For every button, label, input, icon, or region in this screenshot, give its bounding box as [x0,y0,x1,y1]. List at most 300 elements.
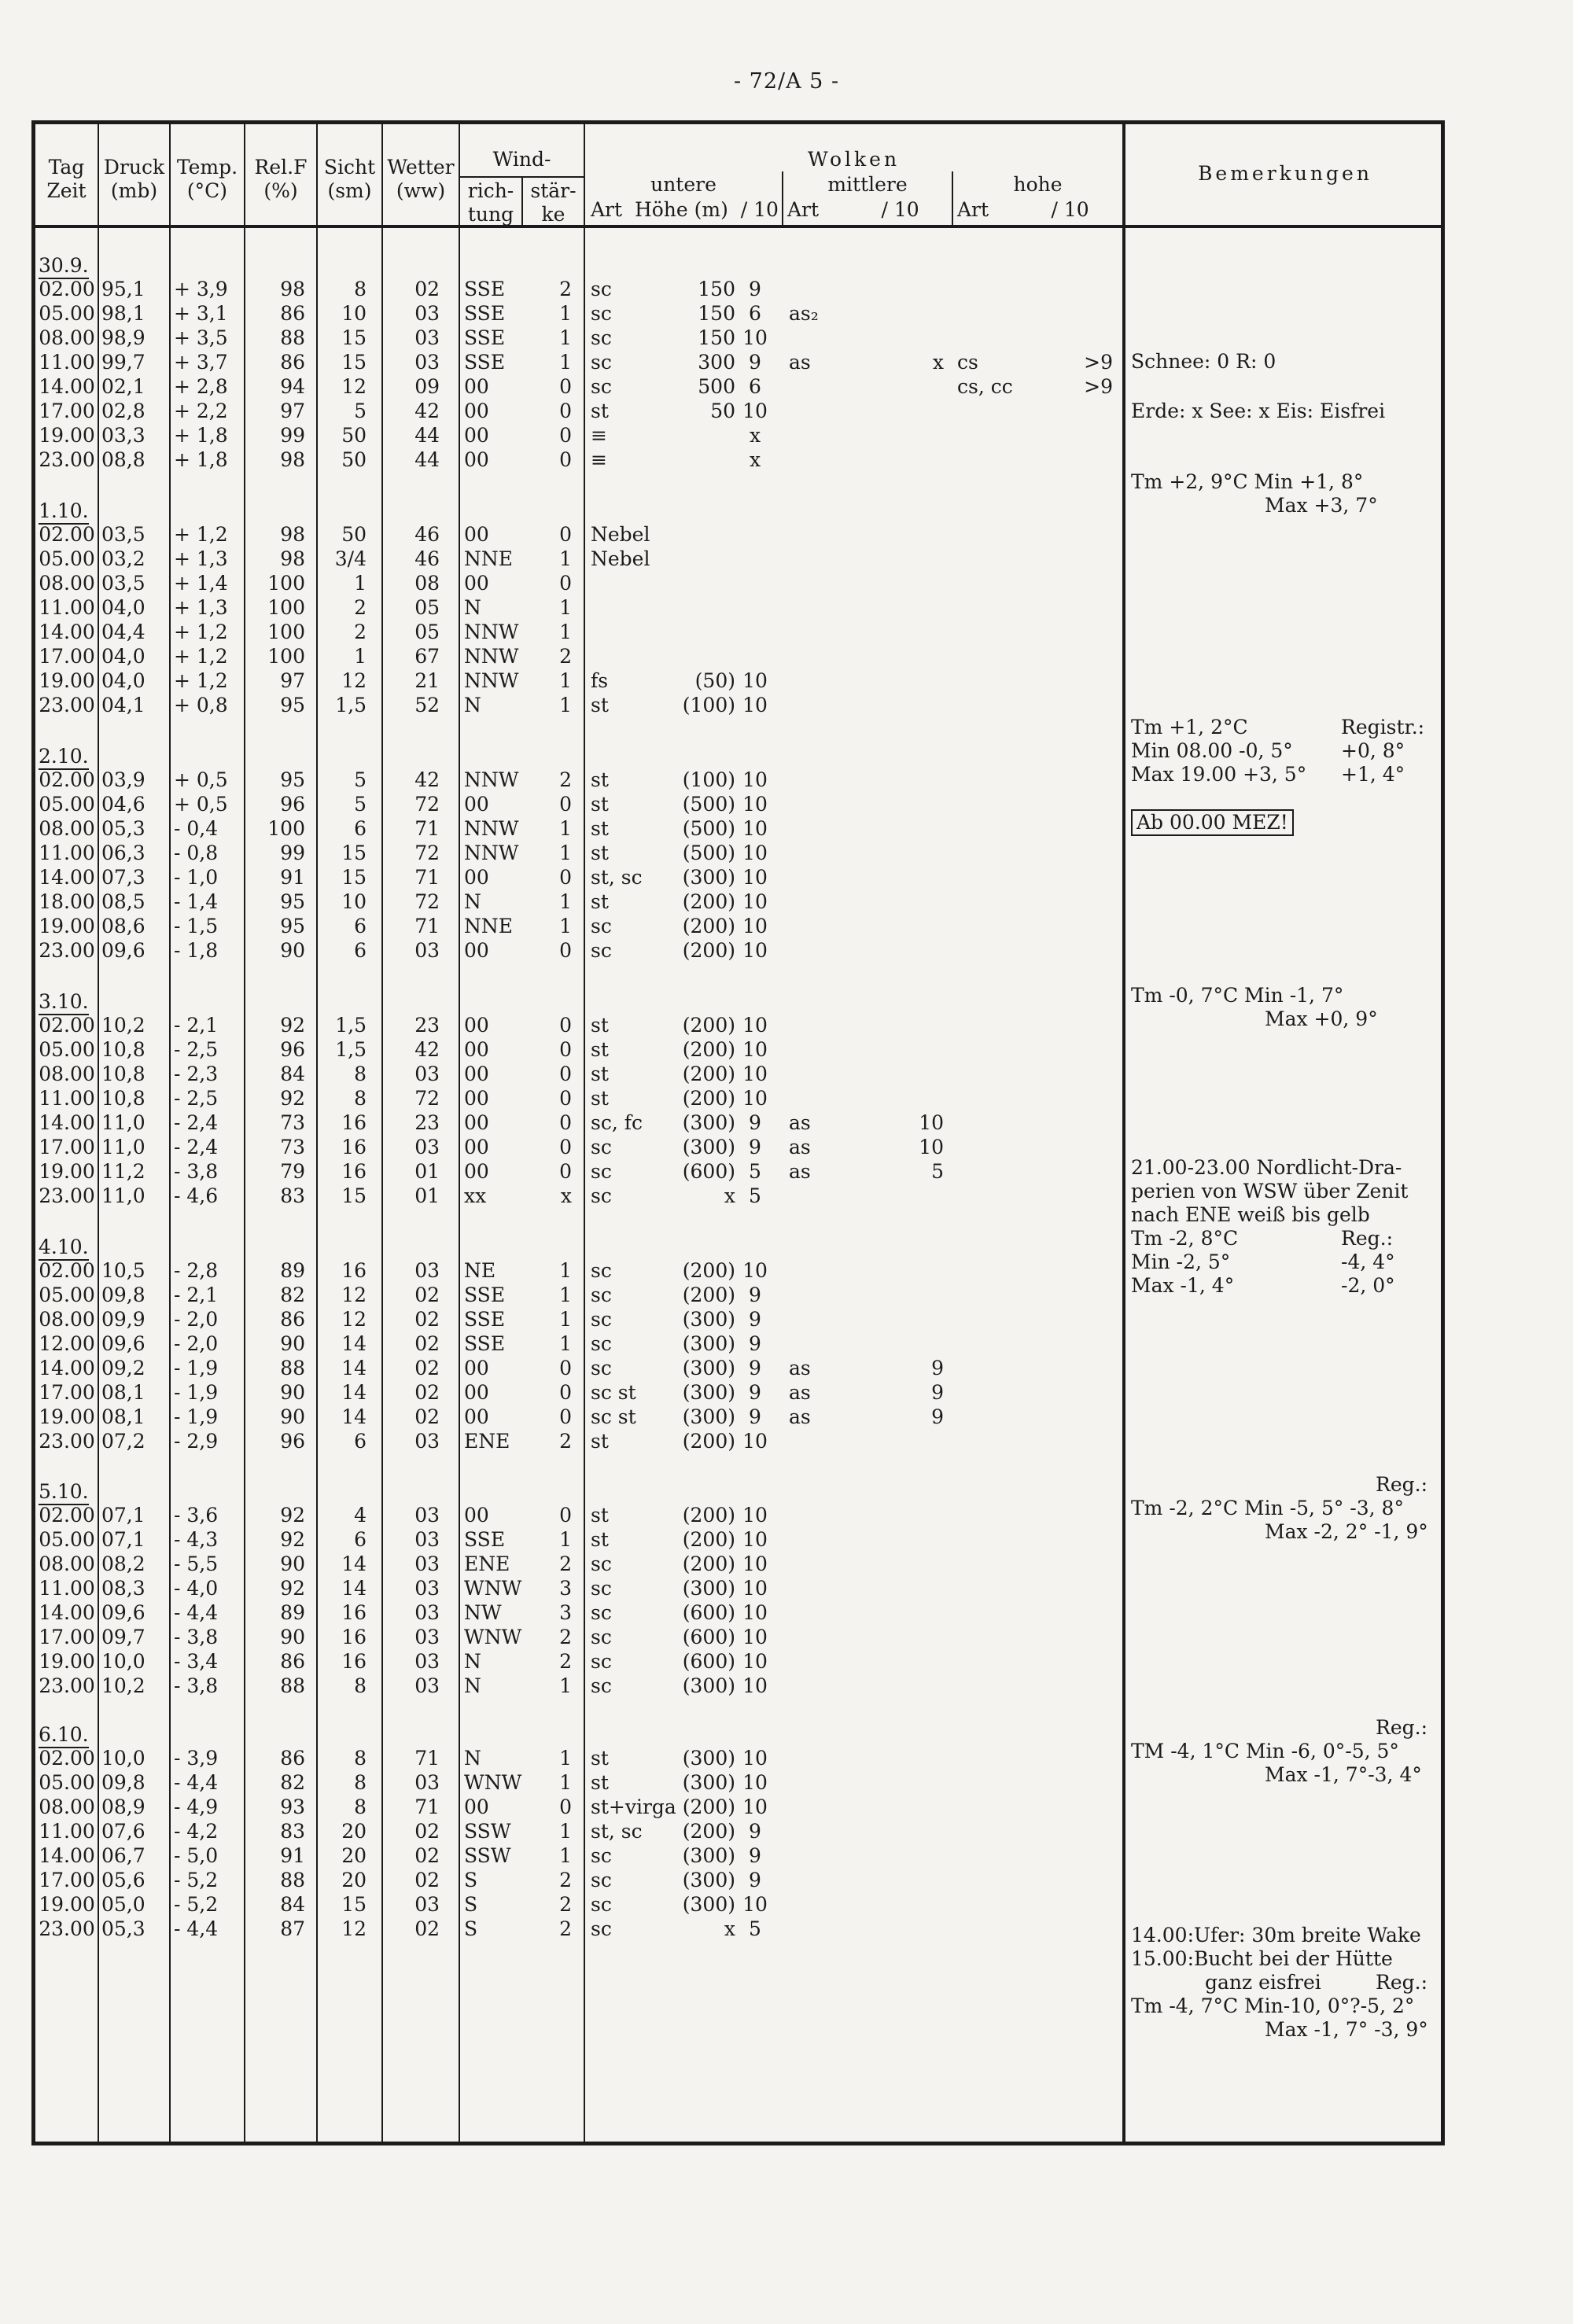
cell-zeit: 08.00 [39,1552,95,1575]
cell-sicht: 2 [354,621,367,643]
cell-sicht: 15 [341,1893,367,1916]
cell-u-hoehe: 150 [698,302,735,325]
cell-wetter: 01 [414,1160,440,1183]
header-untere: untere [650,173,717,196]
cell-richtung: S [464,1893,478,1916]
header-druck: Druck (mb) [103,156,165,202]
cell-u-hoehe: (300) [682,1869,735,1891]
remark-max: Max -1, 7° -3, 9° [1265,2018,1428,2041]
cell-druck: 08,3 [101,1577,146,1600]
cell-richtung: 00 [464,1014,489,1037]
cell-u-zehntel: 9 [749,1405,761,1428]
remark-tm: Tm +2, 9°C Min +1, 8° [1131,470,1364,493]
cell-relf: 89 [280,1601,305,1624]
cell-relf: 97 [280,669,305,692]
cell-druck: 04,6 [101,793,146,816]
cell-druck: 08,6 [101,915,146,937]
cell-staerke: 2 [559,645,572,668]
header-hohe-cols: Art / 10 [957,198,1089,221]
header-mittlere-cols: Art / 10 [787,198,919,221]
cell-richtung: 00 [464,523,489,546]
cell-u-hoehe: x [724,1184,735,1207]
cell-u-art: st [591,817,609,840]
cell-u-hoehe: (200) [682,1063,735,1085]
cell-u-hoehe: (200) [682,1284,735,1306]
remark-aurora: 21.00-23.00 Nordlicht-Dra- [1131,1156,1402,1179]
cell-wetter: 02 [414,1332,440,1355]
cell-relf: 100 [267,645,305,668]
cell-relf: 98 [280,523,305,546]
cell-druck: 10,2 [101,1014,146,1037]
cell-relf: 87 [280,1917,305,1940]
cell-sicht: 16 [341,1626,367,1648]
cell-relf: 83 [280,1184,305,1207]
cell-staerke: 0 [559,1111,572,1134]
cell-u-art: ≡ [591,424,607,447]
cell-wetter: 72 [414,890,440,913]
cell-sicht: 3/4 [334,547,367,570]
cell-u-art: sc [591,915,612,937]
cell-temp: - 4,2 [174,1820,219,1843]
col-divider [98,124,99,2142]
cell-temp: - 0,8 [174,842,219,864]
cell-relf: 88 [280,1357,305,1379]
cell-u-hoehe: (300) [682,1136,735,1158]
cell-u-hoehe: (300) [682,1747,735,1770]
cell-u-hoehe: (200) [682,1259,735,1282]
cell-temp: + 1,2 [174,523,228,546]
remark-min-reg: -4, 4° [1341,1250,1395,1273]
remark-reg: Reg.: [1376,1473,1427,1496]
cell-druck: 10,0 [101,1747,146,1770]
cell-u-hoehe: 150 [698,278,735,300]
cell-wetter: 03 [414,1601,440,1624]
cell-u-zehntel: 10 [742,939,768,962]
cell-zeit: 19.00 [39,915,95,937]
remark-min-reg: +0, 8° [1341,739,1405,762]
cell-druck: 05,6 [101,1869,146,1891]
cell-sicht: 50 [341,523,367,546]
cell-relf: 95 [280,915,305,937]
cell-temp: - 3,8 [174,1160,219,1183]
cell-temp: - 2,1 [174,1284,219,1306]
cell-temp: - 2,5 [174,1087,219,1110]
cell-sicht: 14 [341,1577,367,1600]
cell-richtung: SSE [464,1332,506,1355]
remark-tm: TM -4, 1°C Min -6, 0°-5, 5° [1131,1740,1399,1762]
cell-temp: - 4,0 [174,1577,219,1600]
cell-temp: + 1,8 [174,424,228,447]
cell-u-art: fs [591,669,609,692]
cell-zeit: 14.00 [39,375,95,398]
cell-relf: 90 [280,1405,305,1428]
cell-u-zehntel: 9 [749,1869,761,1891]
cell-zeit: 23.00 [39,1917,95,1940]
cell-sicht: 5 [354,400,367,422]
cell-u-hoehe: (600) [682,1160,735,1183]
remark-aurora: perien von WSW über Zenit [1131,1180,1409,1203]
cell-druck: 08,9 [101,1795,146,1818]
day-date: 6.10. [39,1723,89,1748]
cell-u-hoehe: (200) [682,890,735,913]
cell-relf: 84 [280,1893,305,1916]
cell-wetter: 71 [414,866,440,889]
cell-relf: 98 [280,278,305,300]
cell-sicht: 8 [354,1087,367,1110]
header-wind-staerke: stär- ke [530,179,577,226]
cell-richtung: 00 [464,375,489,398]
cell-temp: + 1,3 [174,596,228,619]
cell-staerke: 1 [559,1747,572,1770]
cell-wetter: 72 [414,842,440,864]
cell-richtung: WNW [464,1577,522,1600]
remark-registr: Registr.: [1341,716,1425,738]
cell-relf: 91 [280,1844,305,1867]
cell-u-art: sc [591,1552,612,1575]
cell-relf: 92 [280,1528,305,1551]
cell-wetter: 71 [414,915,440,937]
cell-richtung: 00 [464,1405,489,1428]
cell-zeit: 14.00 [39,1357,95,1379]
cell-wetter: 03 [414,1771,440,1794]
cell-richtung: 00 [464,1063,489,1085]
cell-wetter: 02 [414,1357,440,1379]
cell-sicht: 15 [341,1184,367,1207]
remark-reg: Reg.: [1376,1971,1427,1994]
cell-staerke: 0 [559,375,572,398]
cell-u-zehntel: 5 [749,1917,761,1940]
cell-sicht: 1 [354,645,367,668]
cell-u-hoehe: (200) [682,1504,735,1527]
cell-u-art: sc [591,1674,612,1697]
cell-u-art: sc [591,1160,612,1183]
cell-relf: 100 [267,817,305,840]
cell-staerke: 3 [559,1601,572,1624]
cell-richtung: 00 [464,939,489,962]
day-date: 1.10. [39,499,89,525]
cell-staerke: x [560,1184,572,1207]
header-sicht: Sicht (sm) [323,156,376,202]
cell-druck: 05,3 [101,817,146,840]
cell-sicht: 50 [341,424,367,447]
cell-sicht: 20 [341,1844,367,1867]
cell-wetter: 02 [414,278,440,300]
cell-u-hoehe: (200) [682,1528,735,1551]
cell-wetter: 23 [414,1111,440,1134]
cell-temp: - 2,5 [174,1038,219,1061]
cell-u-art: sc [591,1917,612,1940]
cell-richtung: NW [464,1601,502,1624]
cell-sicht: 12 [341,1917,367,1940]
cell-richtung: 00 [464,793,489,816]
cell-druck: 11,0 [101,1184,146,1207]
cell-u-art: sc [591,326,612,349]
cell-wetter: 72 [414,793,440,816]
cell-temp: - 1,9 [174,1357,219,1379]
remark-time-zone-box: Ab 00.00 MEZ! [1131,809,1294,836]
cell-u-art: sc [591,1626,612,1648]
cell-zeit: 05.00 [39,1038,95,1061]
cell-u-hoehe: (200) [682,1820,735,1843]
cell-u-art: st [591,1771,609,1794]
remark-max: Max -2, 2° -1, 9° [1265,1520,1428,1543]
cell-zeit: 17.00 [39,1381,95,1404]
cell-druck: 02,1 [101,375,146,398]
cell-u-hoehe: (200) [682,1014,735,1037]
cell-u-art: sc [591,351,612,374]
cell-u-art: st [591,890,609,913]
cell-staerke: 2 [559,1626,572,1648]
cell-u-art: st [591,1063,609,1085]
cell-druck: 09,6 [101,1332,146,1355]
cell-relf: 90 [280,1626,305,1648]
cell-wetter: 09 [414,375,440,398]
cell-zeit: 17.00 [39,1136,95,1158]
cell-relf: 93 [280,1795,305,1818]
cell-druck: 99,7 [101,351,146,374]
cell-wetter: 02 [414,1308,440,1331]
cell-u-art: st [591,1747,609,1770]
cell-u-art: st [591,400,609,422]
cell-u-zehntel: 10 [742,1795,768,1818]
cell-richtung: SSE [464,1308,506,1331]
day-date: 30.9. [39,254,89,279]
cell-zeit: 05.00 [39,1284,95,1306]
cell-u-zehntel: 10 [742,842,768,864]
cell-m-zehntel: x [932,351,944,374]
cell-sicht: 15 [341,326,367,349]
cell-druck: 09,8 [101,1771,146,1794]
cell-druck: 04,0 [101,596,146,619]
header-wind: Wind- [492,148,551,171]
cell-u-zehntel: x [749,448,761,471]
cell-wetter: 03 [414,1136,440,1158]
cell-richtung: SSW [464,1820,511,1843]
cell-staerke: 1 [559,302,572,325]
cell-u-zehntel: 10 [742,1430,768,1453]
cell-u-zehntel: x [749,424,761,447]
cell-u-art: st+virga [591,1795,676,1818]
cell-u-art: st [591,768,609,791]
cell-temp: + 3,9 [174,278,228,300]
cell-zeit: 23.00 [39,1674,95,1697]
cell-wetter: 03 [414,351,440,374]
cell-sicht: 6 [354,1430,367,1453]
cell-u-zehntel: 10 [742,669,768,692]
cell-temp: - 2,1 [174,1014,219,1037]
cell-staerke: 1 [559,351,572,374]
day-date: 2.10. [39,745,89,770]
cell-zeit: 19.00 [39,1650,95,1673]
cell-wetter: 03 [414,1504,440,1527]
cell-staerke: 3 [559,1577,572,1600]
cell-u-art: sc [591,302,612,325]
cell-wetter: 03 [414,1650,440,1673]
cell-u-zehntel: 9 [749,351,761,374]
cell-u-art: sc, fc [591,1111,643,1134]
cell-u-hoehe: (300) [682,1357,735,1379]
cell-u-art: sc [591,1577,612,1600]
cell-wetter: 21 [414,669,440,692]
cell-druck: 11,0 [101,1136,146,1158]
cell-richtung: 00 [464,1136,489,1158]
cell-staerke: 1 [559,1528,572,1551]
cell-relf: 92 [280,1504,305,1527]
cell-druck: 09,6 [101,1601,146,1624]
cell-temp: - 3,4 [174,1650,219,1673]
cell-wetter: 03 [414,1430,440,1453]
cell-temp: + 0,8 [174,694,228,716]
cell-staerke: 0 [559,1405,572,1428]
cell-zeit: 12.00 [39,1332,95,1355]
cell-relf: 99 [280,842,305,864]
cell-richtung: S [464,1917,478,1940]
remark-min: Min 08.00 -0, 5° [1131,739,1293,762]
cell-wetter: 52 [414,694,440,716]
cell-u-zehntel: 10 [742,326,768,349]
cell-m-zehntel: 5 [931,1160,944,1183]
cell-relf: 88 [280,1869,305,1891]
cell-u-art: st, sc [591,866,643,889]
cell-temp: - 2,4 [174,1136,219,1158]
cell-wetter: 71 [414,817,440,840]
cell-relf: 86 [280,1747,305,1770]
cell-u-art: sc [591,1284,612,1306]
cell-sicht: 2 [354,596,367,619]
cell-druck: 08,1 [101,1381,146,1404]
cell-relf: 96 [280,1038,305,1061]
cell-staerke: 1 [559,842,572,864]
cell-zeit: 05.00 [39,302,95,325]
cell-u-hoehe: x [724,1917,735,1940]
cell-u-art: st [591,1014,609,1037]
cell-druck: 10,8 [101,1063,146,1085]
cell-temp: + 1,8 [174,448,228,471]
cell-u-zehntel: 6 [749,302,761,325]
cell-sicht: 1 [354,572,367,595]
cell-m-zehntel: 10 [919,1111,944,1134]
cell-temp: - 2,4 [174,1111,219,1134]
cell-relf: 90 [280,939,305,962]
cell-temp: + 1,2 [174,669,228,692]
cell-temp: - 1,5 [174,915,219,937]
remark-max: Max +0, 9° [1265,1007,1378,1030]
cell-zeit: 11.00 [39,1087,95,1110]
cell-zeit: 17.00 [39,645,95,668]
cell-u-zehntel: 10 [742,1038,768,1061]
cell-zeit: 18.00 [39,890,95,913]
cell-temp: + 3,1 [174,302,228,325]
cell-u-art: Nebel [591,547,650,570]
cell-druck: 07,3 [101,866,146,889]
cell-staerke: 2 [559,1893,572,1916]
cell-u-zehntel: 10 [742,793,768,816]
cell-richtung: NNE [464,547,513,570]
cell-sicht: 16 [341,1160,367,1183]
cell-u-hoehe: (500) [682,793,735,816]
cell-wetter: 01 [414,1184,440,1207]
cell-zeit: 02.00 [39,1259,95,1282]
cell-wetter: 46 [414,523,440,546]
cell-staerke: 2 [559,1552,572,1575]
cell-zeit: 05.00 [39,547,95,570]
header-bemerkungen: Bemerkungen [1198,162,1372,185]
cell-u-zehntel: 10 [742,1626,768,1648]
col-divider [1122,124,1125,2142]
cell-temp: + 1,4 [174,572,228,595]
remark-reg: Reg.: [1376,1716,1427,1739]
cell-sicht: 14 [341,1552,367,1575]
cell-u-art: ≡ [591,448,607,471]
cell-sicht: 8 [354,1771,367,1794]
cell-temp: - 1,9 [174,1381,219,1404]
cell-wetter: 03 [414,326,440,349]
cell-wetter: 02 [414,1844,440,1867]
cell-u-hoehe: (300) [682,1405,735,1428]
cell-richtung: 00 [464,1111,489,1134]
cell-wetter: 42 [414,400,440,422]
cell-u-zehntel: 10 [742,1087,768,1110]
header-wetter: Wetter (ww) [387,156,455,202]
cell-druck: 98,9 [101,326,146,349]
cell-staerke: 0 [559,1038,572,1061]
cell-u-zehntel: 10 [742,1504,768,1527]
cell-wetter: 02 [414,1405,440,1428]
cell-richtung: 00 [464,1087,489,1110]
cell-u-zehntel: 10 [742,1601,768,1624]
cell-zeit: 02.00 [39,278,95,300]
cell-druck: 08,5 [101,890,146,913]
cell-h-art: cs [957,351,978,374]
cell-zeit: 11.00 [39,596,95,619]
cell-u-hoehe: (50) [694,669,735,692]
cell-u-zehntel: 10 [742,400,768,422]
cell-temp: - 1,0 [174,866,219,889]
cell-u-art: st [591,1504,609,1527]
cell-temp: + 0,5 [174,768,228,791]
cell-u-art: sc [591,1601,612,1624]
cell-zeit: 11.00 [39,1577,95,1600]
cell-sicht: 15 [341,351,367,374]
cell-sicht: 50 [341,448,367,471]
cell-richtung: N [464,890,481,913]
cell-relf: 98 [280,547,305,570]
remark-min: Min -2, 5° [1131,1250,1231,1273]
cell-temp: + 0,5 [174,793,228,816]
cell-richtung: WNW [464,1771,522,1794]
cell-zeit: 08.00 [39,817,95,840]
cell-druck: 02,8 [101,400,146,422]
cell-sicht: 8 [354,1747,367,1770]
cell-u-zehntel: 9 [749,1381,761,1404]
cell-u-hoehe: (300) [682,1577,735,1600]
cell-relf: 88 [280,326,305,349]
cell-temp: - 5,2 [174,1869,219,1891]
cell-richtung: WNW [464,1626,522,1648]
cell-temp: + 1,2 [174,621,228,643]
cell-m-zehntel: 10 [919,1136,944,1158]
cell-staerke: 1 [559,1820,572,1843]
cell-m-art: as [789,1160,811,1183]
cell-staerke: 0 [559,1063,572,1085]
cell-druck: 11,2 [101,1160,146,1183]
cell-u-art: st [591,842,609,864]
remark-ice: ganz eisfrei [1205,1971,1321,1994]
cell-richtung: ENE [464,1430,510,1453]
day-date: 4.10. [39,1236,89,1261]
remark-max: Max 19.00 +3, 5° [1131,763,1307,786]
cell-u-zehntel: 10 [742,1259,768,1282]
